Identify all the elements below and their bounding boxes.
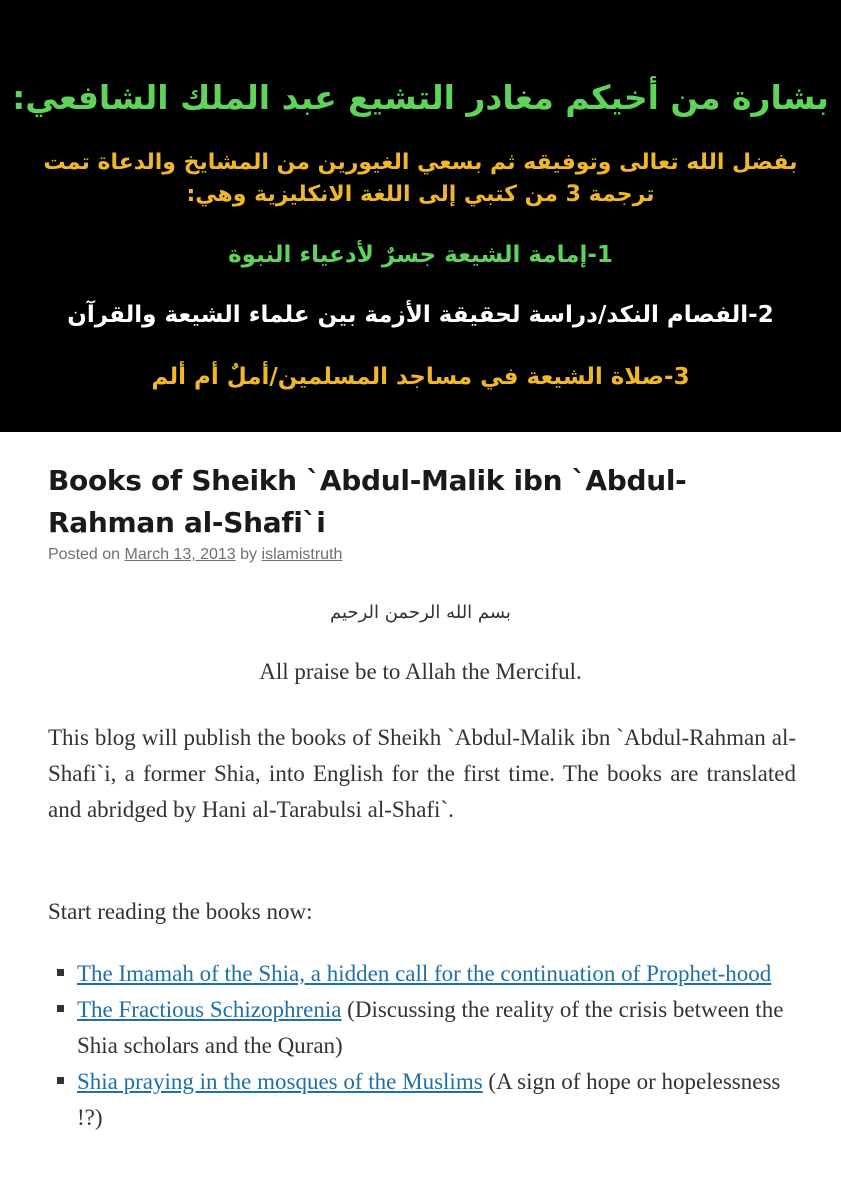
posted-on-label: Posted on — [48, 546, 121, 563]
book-link-fractious-schizophrenia[interactable]: The Fractious Schizophrenia — [77, 997, 342, 1022]
book-list — [48, 956, 808, 1136]
square-bullet-icon — [57, 969, 64, 976]
post-meta — [48, 546, 342, 564]
banner-headline: بشارة من أخيكم مغادر التشيع عبد الملك الشافعي: — [12, 78, 829, 117]
book-link-shia-praying[interactable]: Shia praying in the mosques of the Muslims — [77, 1069, 483, 1094]
basmala-text: بسم الله الرحمن الرحيم — [330, 602, 511, 623]
blog-post — [0, 432, 841, 1200]
post-author-link[interactable]: islamistruth — [261, 546, 343, 563]
book-link-imamah[interactable]: The Imamah of the Shia, a hidden call for the continuation of Prophet-hood — [77, 961, 772, 986]
list-item — [48, 956, 808, 992]
by-label: by — [240, 546, 258, 563]
list-item — [48, 992, 808, 1064]
square-bullet-icon — [57, 1077, 64, 1084]
list-item — [48, 1064, 808, 1136]
banner-book-1: 1-إمامة الشيعة جسرٌ لأدعياء النبوة — [228, 242, 613, 268]
book-note: (A sign of hope or hopelessness !?) — [77, 1069, 781, 1130]
intro-paragraph: This blog will publish the books of Sheikh `Abdul-Malik ibn `Abdul-Rahman al-Shafi`i, a former Shia, into English for the first time. The books are translated and abridged by Hani al-Tarabulsi al-Shafi`. — [48, 725, 796, 822]
post-title: Books of Sheikh `Abdul-Malik ibn `Abdul-Rahman al-Shafi`i — [48, 464, 687, 539]
post-date-link[interactable]: March 13, 2013 — [124, 546, 236, 563]
praise-line: All praise be to Allah the Merciful. — [259, 659, 582, 684]
banner-intro-line-1: بفضل الله تعالى وتوفيقه ثم بسعي الغيورين من المشايخ والدعاة تمت — [43, 150, 798, 175]
banner-book-3: 3-صلاة الشيعة في مساجد المسلمين/أملٌ أم ألم — [151, 364, 690, 390]
announcement-banner — [0, 0, 841, 432]
square-bullet-icon — [57, 1005, 64, 1012]
banner-book-2: 2-الفصام النكد/دراسة لحقيقة الأزمة بين علماء الشيعة والقرآن — [67, 302, 774, 328]
start-reading-text: Start reading the books now: — [48, 899, 313, 924]
book-note: (Discussing the reality of the crisis between the Shia scholars and the Quran) — [77, 997, 784, 1058]
banner-intro-line-2: ترجمة 3 من كتبي إلى اللغة الانكليزية وهي: — [186, 182, 655, 207]
